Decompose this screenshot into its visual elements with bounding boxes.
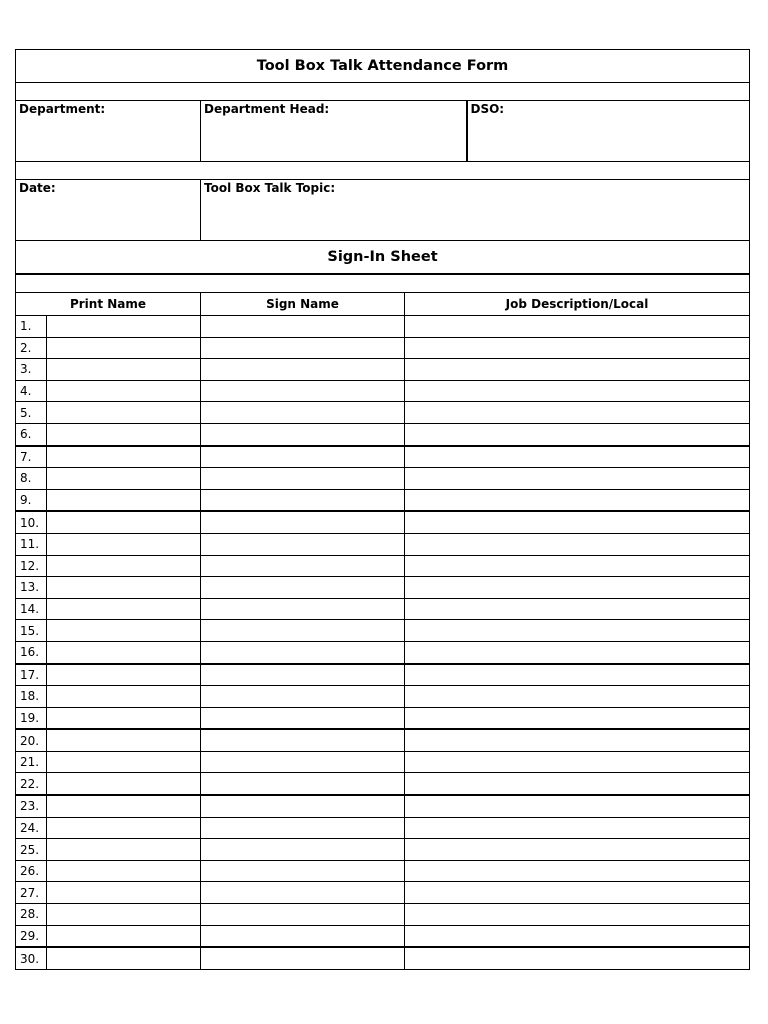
department-field[interactable] [16, 101, 201, 162]
print-name-cell[interactable] [47, 947, 201, 969]
table-row [16, 511, 750, 533]
dso-field[interactable] [467, 101, 750, 162]
job-description-cell[interactable] [405, 577, 750, 599]
row-number: 4. [16, 380, 47, 402]
row-number: 10. [16, 511, 47, 533]
sign-name-cell[interactable] [201, 577, 405, 599]
table-row [16, 860, 750, 882]
sign-name-cell[interactable] [201, 817, 405, 839]
table-row [16, 925, 750, 947]
row-number: 23. [16, 795, 47, 817]
row-number: 18. [16, 686, 47, 708]
sign-name-cell[interactable] [201, 925, 405, 947]
row-number: 13. [16, 577, 47, 599]
job-description-cell[interactable] [405, 860, 750, 882]
table-row [16, 773, 750, 795]
sign-name-cell[interactable] [201, 380, 405, 402]
sign-name-cell[interactable] [201, 860, 405, 882]
table-row [16, 489, 750, 511]
print-name-cell[interactable] [47, 446, 201, 468]
job-description-cell[interactable] [405, 925, 750, 947]
print-name-cell[interactable] [47, 729, 201, 751]
row-number: 26. [16, 860, 47, 882]
table-row [16, 316, 750, 338]
sign-name-cell[interactable] [201, 511, 405, 533]
sign-in-sheet-title: Sign-In Sheet [16, 241, 750, 275]
print-name-cell[interactable] [47, 860, 201, 882]
row-number: 7. [16, 446, 47, 468]
sign-name-cell[interactable] [201, 664, 405, 686]
table-row [16, 533, 750, 555]
table-row [16, 337, 750, 359]
table-row [16, 423, 750, 445]
job-description-cell[interactable] [405, 664, 750, 686]
attendance-form [15, 49, 750, 970]
row-number: 17. [16, 664, 47, 686]
table-row [16, 380, 750, 402]
job-description-cell[interactable] [405, 468, 750, 490]
row-number: 3. [16, 359, 47, 381]
row-number: 29. [16, 925, 47, 947]
print-name-cell[interactable] [47, 882, 201, 904]
job-description-cell[interactable] [405, 751, 750, 773]
sign-name-cell[interactable] [201, 729, 405, 751]
table-row [16, 707, 750, 729]
print-name-cell[interactable] [47, 380, 201, 402]
table-row [16, 904, 750, 926]
print-name-cell[interactable] [47, 641, 201, 663]
job-description-cell[interactable] [405, 511, 750, 533]
row-number: 28. [16, 904, 47, 926]
row-number: 6. [16, 423, 47, 445]
table-row [16, 598, 750, 620]
spacer-row [16, 162, 750, 180]
row-number: 5. [16, 402, 47, 424]
job-description-cell[interactable] [405, 882, 750, 904]
row-number: 11. [16, 533, 47, 555]
table-row [16, 620, 750, 642]
table-row [16, 359, 750, 381]
job-description-cell[interactable] [405, 839, 750, 861]
sign-name-cell[interactable] [201, 423, 405, 445]
row-number: 27. [16, 882, 47, 904]
sign-name-cell[interactable] [201, 555, 405, 577]
sign-name-cell[interactable] [201, 686, 405, 708]
form-title: Tool Box Talk Attendance Form [16, 50, 750, 83]
job-description-cell[interactable] [405, 380, 750, 402]
sign-name-cell[interactable] [201, 468, 405, 490]
job-description-header: Job Description/Local [405, 293, 750, 316]
print-name-cell[interactable] [47, 555, 201, 577]
sign-name-cell[interactable] [201, 337, 405, 359]
sign-name-cell[interactable] [201, 707, 405, 729]
sign-name-cell[interactable] [201, 641, 405, 663]
sign-name-cell[interactable] [201, 620, 405, 642]
sign-name-cell[interactable] [201, 839, 405, 861]
row-number: 1. [16, 316, 47, 338]
spacer-row [16, 274, 750, 293]
sign-name-cell[interactable] [201, 947, 405, 969]
job-description-cell[interactable] [405, 729, 750, 751]
job-description-cell[interactable] [405, 707, 750, 729]
print-name-cell[interactable] [47, 839, 201, 861]
print-name-cell[interactable] [47, 904, 201, 926]
print-name-cell[interactable] [47, 925, 201, 947]
job-description-cell[interactable] [405, 489, 750, 511]
print-name-cell[interactable] [47, 817, 201, 839]
job-description-cell[interactable] [405, 598, 750, 620]
sign-name-cell[interactable] [201, 489, 405, 511]
row-number: 21. [16, 751, 47, 773]
topic-label: Tool Box Talk Topic: [204, 181, 336, 195]
print-name-header: Print Name [16, 293, 201, 316]
print-name-cell[interactable] [47, 511, 201, 533]
job-description-cell[interactable] [405, 773, 750, 795]
row-number: 8. [16, 468, 47, 490]
job-description-cell[interactable] [405, 423, 750, 445]
print-name-cell[interactable] [47, 359, 201, 381]
print-name-cell[interactable] [47, 468, 201, 490]
print-name-cell[interactable] [47, 489, 201, 511]
table-row [16, 402, 750, 424]
topic-field[interactable] [201, 180, 750, 241]
sign-name-cell[interactable] [201, 359, 405, 381]
row-number: 25. [16, 839, 47, 861]
print-name-cell[interactable] [47, 337, 201, 359]
table-row [16, 468, 750, 490]
job-description-cell[interactable] [405, 947, 750, 969]
table-row [16, 817, 750, 839]
date-label: Date: [19, 181, 56, 195]
job-description-cell[interactable] [405, 446, 750, 468]
row-number: 15. [16, 620, 47, 642]
job-description-cell[interactable] [405, 795, 750, 817]
sign-name-cell[interactable] [201, 882, 405, 904]
sign-name-cell[interactable] [201, 446, 405, 468]
print-name-cell[interactable] [47, 686, 201, 708]
table-row [16, 729, 750, 751]
print-name-cell[interactable] [47, 423, 201, 445]
department-head-label: Department Head: [204, 102, 330, 116]
print-name-cell[interactable] [47, 620, 201, 642]
print-name-cell[interactable] [47, 316, 201, 338]
row-number: 24. [16, 817, 47, 839]
print-name-cell[interactable] [47, 598, 201, 620]
job-description-cell[interactable] [405, 817, 750, 839]
table-row [16, 555, 750, 577]
table-row [16, 446, 750, 468]
job-description-cell[interactable] [405, 359, 750, 381]
dso-label: DSO: [470, 102, 505, 116]
row-number: 30. [16, 947, 47, 969]
row-number: 16. [16, 641, 47, 663]
print-name-cell[interactable] [47, 664, 201, 686]
row-number: 20. [16, 729, 47, 751]
print-name-cell[interactable] [47, 751, 201, 773]
sign-name-cell[interactable] [201, 773, 405, 795]
date-field[interactable] [16, 180, 201, 241]
row-number: 12. [16, 555, 47, 577]
print-name-cell[interactable] [47, 707, 201, 729]
job-description-cell[interactable] [405, 402, 750, 424]
sign-name-header: Sign Name [201, 293, 405, 316]
table-row [16, 664, 750, 686]
table-row [16, 882, 750, 904]
table-row [16, 795, 750, 817]
print-name-cell[interactable] [47, 402, 201, 424]
table-row [16, 577, 750, 599]
sign-name-cell[interactable] [201, 533, 405, 555]
job-description-cell[interactable] [405, 686, 750, 708]
table-row [16, 839, 750, 861]
job-description-cell[interactable] [405, 533, 750, 555]
sign-name-cell[interactable] [201, 316, 405, 338]
print-name-cell[interactable] [47, 533, 201, 555]
row-number: 9. [16, 489, 47, 511]
job-description-cell[interactable] [405, 641, 750, 663]
department-label: Department: [19, 102, 106, 116]
sign-name-cell[interactable] [201, 598, 405, 620]
table-row [16, 751, 750, 773]
print-name-cell[interactable] [47, 795, 201, 817]
job-description-cell[interactable] [405, 316, 750, 338]
row-number: 14. [16, 598, 47, 620]
job-description-cell[interactable] [405, 620, 750, 642]
sign-name-cell[interactable] [201, 751, 405, 773]
row-number: 2. [16, 337, 47, 359]
job-description-cell[interactable] [405, 337, 750, 359]
row-number: 22. [16, 773, 47, 795]
job-description-cell[interactable] [405, 904, 750, 926]
table-row [16, 641, 750, 663]
sign-name-cell[interactable] [201, 904, 405, 926]
print-name-cell[interactable] [47, 773, 201, 795]
spacer-row [16, 83, 750, 101]
sign-name-cell[interactable] [201, 795, 405, 817]
print-name-cell[interactable] [47, 577, 201, 599]
table-row [16, 947, 750, 969]
table-row [16, 686, 750, 708]
sign-name-cell[interactable] [201, 402, 405, 424]
row-number: 19. [16, 707, 47, 729]
job-description-cell[interactable] [405, 555, 750, 577]
department-head-field[interactable] [201, 101, 467, 162]
